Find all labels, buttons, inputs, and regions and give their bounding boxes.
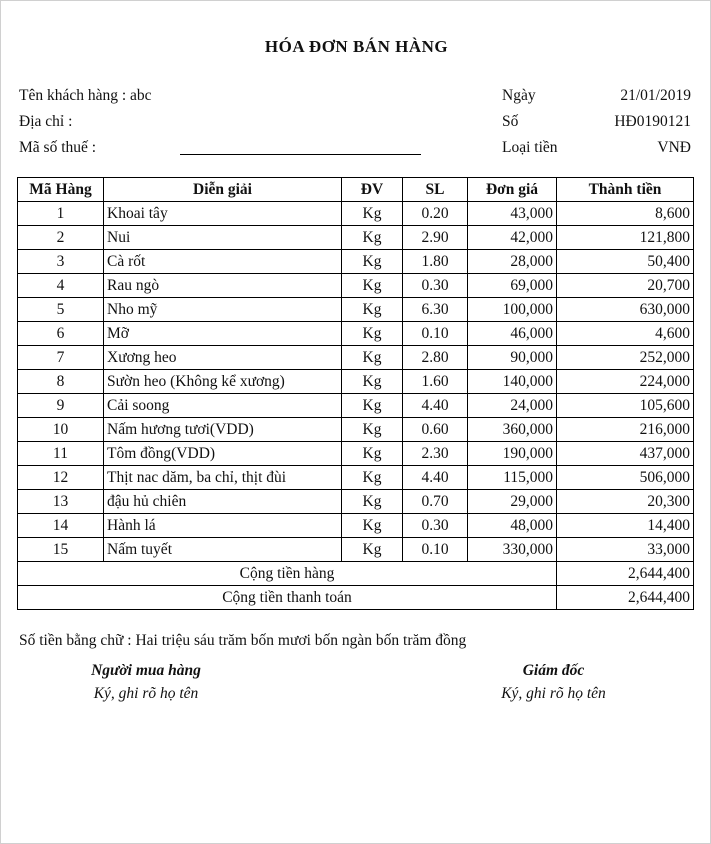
item-unit-price: 115,000 <box>468 466 557 490</box>
item-code: 10 <box>18 418 104 442</box>
item-unit-price: 46,000 <box>468 322 557 346</box>
item-quantity: 0.30 <box>403 274 468 298</box>
total-label: Cộng tiền thanh toán <box>18 586 557 610</box>
amount-in-words: Số tiền bằng chữ : Hai triệu sáu trăm bốn mươi bốn ngàn bốn trăm đồng <box>19 632 467 649</box>
table-row <box>18 274 694 298</box>
item-unit-price: 69,000 <box>468 274 557 298</box>
table-row <box>18 514 694 538</box>
table-row <box>18 394 694 418</box>
table-header-row <box>18 178 694 202</box>
subtotal-row <box>18 562 694 586</box>
item-unit-price: 28,000 <box>468 250 557 274</box>
item-description: Rau ngò <box>104 274 342 298</box>
item-quantity: 0.30 <box>403 514 468 538</box>
item-quantity: 1.60 <box>403 370 468 394</box>
item-unit: Kg <box>342 298 403 322</box>
table-row <box>18 226 694 250</box>
column-header-amount: Thành tiền <box>557 178 694 202</box>
item-code: 1 <box>18 202 104 226</box>
item-unit: Kg <box>342 394 403 418</box>
item-unit: Kg <box>342 226 403 250</box>
items-table <box>17 177 694 610</box>
item-code: 8 <box>18 370 104 394</box>
table-row <box>18 202 694 226</box>
subtotal-value: 2,644,400 <box>557 562 694 586</box>
date-value: 21/01/2019 <box>620 87 691 104</box>
currency-label: Loại tiền <box>502 139 558 156</box>
item-code: 9 <box>18 394 104 418</box>
item-amount: 216,000 <box>557 418 694 442</box>
item-quantity: 2.80 <box>403 346 468 370</box>
item-unit: Kg <box>342 418 403 442</box>
table-row <box>18 298 694 322</box>
item-quantity: 2.90 <box>403 226 468 250</box>
item-description: Hành lá <box>104 514 342 538</box>
item-quantity: 1.80 <box>403 250 468 274</box>
buyer-signature-note: Ký, ghi rõ họ tên <box>93 685 199 702</box>
tax-code-underline <box>180 154 421 155</box>
item-quantity: 0.60 <box>403 418 468 442</box>
item-code: 2 <box>18 226 104 250</box>
table-row <box>18 490 694 514</box>
item-quantity: 0.70 <box>403 490 468 514</box>
item-description: Tôm đồng(VDD) <box>104 442 342 466</box>
item-amount: 20,300 <box>557 490 694 514</box>
customer-tax-code: Mã số thuế : <box>19 139 97 156</box>
item-unit: Kg <box>342 442 403 466</box>
item-quantity: 4.40 <box>403 394 468 418</box>
table-row <box>18 466 694 490</box>
items-table-body <box>18 202 694 562</box>
item-description: Sườn heo (Không kể xương) <box>104 370 342 394</box>
item-unit-price: 190,000 <box>468 442 557 466</box>
customer-name: Tên khách hàng : abc <box>19 87 152 104</box>
item-unit: Kg <box>342 490 403 514</box>
column-header-unit-price: Đơn giá <box>468 178 557 202</box>
item-description: Cà rốt <box>104 250 342 274</box>
table-row <box>18 370 694 394</box>
item-amount: 20,700 <box>557 274 694 298</box>
item-description: Nấm hương tươi(VDD) <box>104 418 342 442</box>
item-unit: Kg <box>342 202 403 226</box>
item-quantity: 2.30 <box>403 442 468 466</box>
column-header-description: Diễn giải <box>104 178 342 202</box>
item-description: Nui <box>104 226 342 250</box>
item-code: 14 <box>18 514 104 538</box>
item-description: Thịt nac dăm, ba chỉ, thịt đùi <box>104 466 342 490</box>
currency-value: VNĐ <box>657 139 691 156</box>
column-header-quantity: SL <box>403 178 468 202</box>
table-row <box>18 322 694 346</box>
item-description: đậu hủ chiên <box>104 490 342 514</box>
item-description: Nấm tuyết <box>104 538 342 562</box>
director-signature-title: Giám đốc <box>522 662 585 679</box>
item-quantity: 0.10 <box>403 538 468 562</box>
item-unit: Kg <box>342 370 403 394</box>
table-row <box>18 442 694 466</box>
invoice-number-value: HĐ0190121 <box>614 113 691 130</box>
item-code: 13 <box>18 490 104 514</box>
item-code: 6 <box>18 322 104 346</box>
item-unit: Kg <box>342 466 403 490</box>
item-description: Nho mỹ <box>104 298 342 322</box>
item-code: 15 <box>18 538 104 562</box>
item-quantity: 0.10 <box>403 322 468 346</box>
item-unit-price: 29,000 <box>468 490 557 514</box>
item-amount: 50,400 <box>557 250 694 274</box>
item-amount: 630,000 <box>557 298 694 322</box>
item-unit-price: 43,000 <box>468 202 557 226</box>
item-quantity: 6.30 <box>403 298 468 322</box>
item-description: Xương heo <box>104 346 342 370</box>
item-amount: 121,800 <box>557 226 694 250</box>
column-header-code: Mã Hàng <box>18 178 104 202</box>
table-row <box>18 418 694 442</box>
item-unit-price: 360,000 <box>468 418 557 442</box>
item-description: Mỡ <box>104 322 342 346</box>
item-unit-price: 24,000 <box>468 394 557 418</box>
item-unit-price: 90,000 <box>468 346 557 370</box>
item-amount: 506,000 <box>557 466 694 490</box>
item-amount: 105,600 <box>557 394 694 418</box>
item-description: Khoai tây <box>104 202 342 226</box>
item-amount: 252,000 <box>557 346 694 370</box>
item-amount: 14,400 <box>557 514 694 538</box>
item-amount: 4,600 <box>557 322 694 346</box>
item-unit: Kg <box>342 538 403 562</box>
item-unit: Kg <box>342 250 403 274</box>
table-row <box>18 538 694 562</box>
customer-address: Địa chỉ : <box>19 113 73 130</box>
item-quantity: 0.20 <box>403 202 468 226</box>
director-signature-note: Ký, ghi rõ họ tên <box>501 685 606 702</box>
item-unit: Kg <box>342 274 403 298</box>
item-unit-price: 330,000 <box>468 538 557 562</box>
buyer-signature-title: Người mua hàng <box>91 662 201 679</box>
item-description: Cải soong <box>104 394 342 418</box>
item-code: 4 <box>18 274 104 298</box>
subtotal-label: Cộng tiền hàng <box>18 562 557 586</box>
item-code: 11 <box>18 442 104 466</box>
item-quantity: 4.40 <box>403 466 468 490</box>
item-amount: 437,000 <box>557 442 694 466</box>
invoice-title: HÓA ĐƠN BÁN HÀNG <box>264 37 449 56</box>
item-code: 3 <box>18 250 104 274</box>
item-unit-price: 48,000 <box>468 514 557 538</box>
item-unit-price: 42,000 <box>468 226 557 250</box>
item-unit: Kg <box>342 322 403 346</box>
column-header-unit: ĐV <box>342 178 403 202</box>
item-amount: 224,000 <box>557 370 694 394</box>
item-unit-price: 140,000 <box>468 370 557 394</box>
total-row <box>18 586 694 610</box>
item-amount: 33,000 <box>557 538 694 562</box>
table-row <box>18 250 694 274</box>
item-code: 5 <box>18 298 104 322</box>
item-unit: Kg <box>342 346 403 370</box>
item-code: 12 <box>18 466 104 490</box>
date-label: Ngày <box>502 87 536 104</box>
total-value: 2,644,400 <box>557 586 694 610</box>
invoice-number-label: Số <box>502 113 519 130</box>
item-amount: 8,600 <box>557 202 694 226</box>
item-code: 7 <box>18 346 104 370</box>
table-row <box>18 346 694 370</box>
item-unit: Kg <box>342 514 403 538</box>
item-unit-price: 100,000 <box>468 298 557 322</box>
